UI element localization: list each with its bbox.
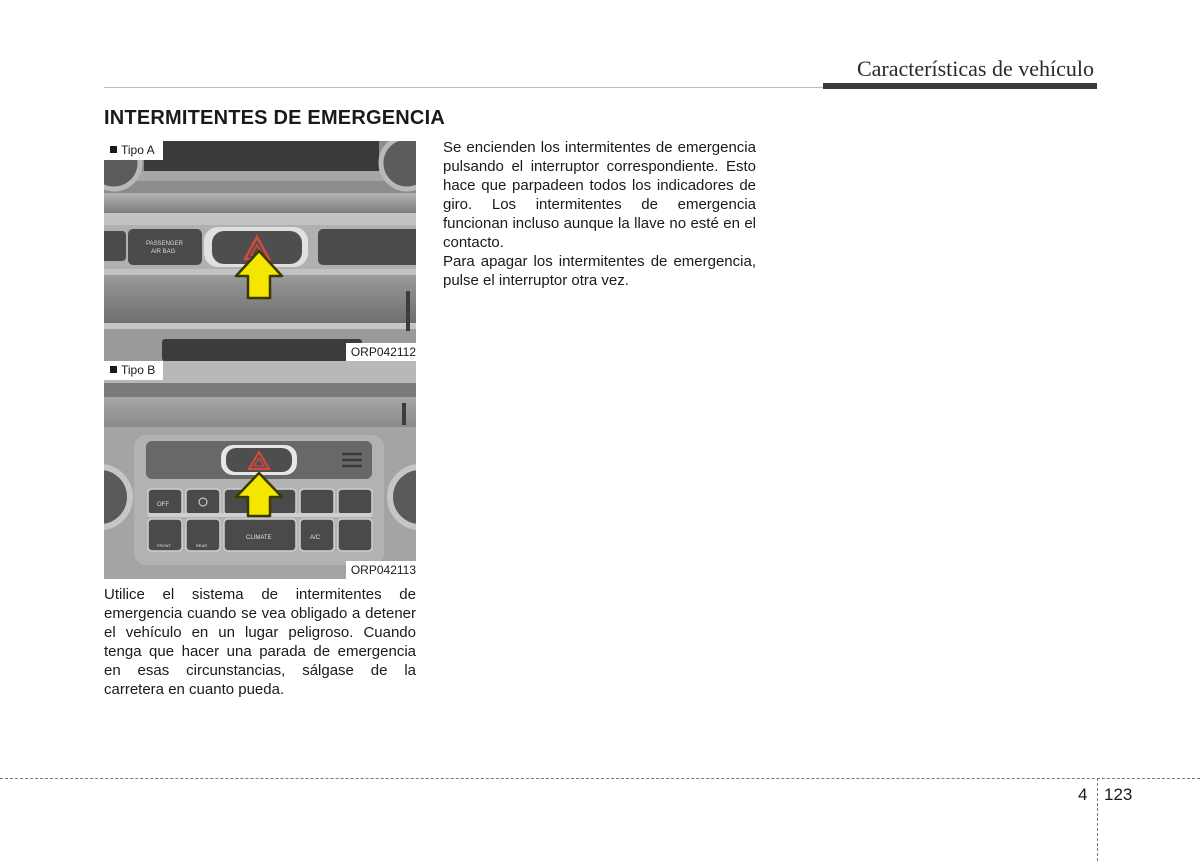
section-title: INTERMITENTES DE EMERGENCIA xyxy=(104,107,445,129)
airbag-text-line1: PASSENGER xyxy=(146,241,183,247)
climate-button-label: CLIMATE xyxy=(246,535,272,541)
rear-button-label: REAR xyxy=(196,543,208,548)
right-paragraph-2: Para apagar los intermitentes de emergencia, pulse el interruptor otra vez. xyxy=(443,253,756,289)
right-paragraph-1: Se encienden los intermitentes de emergencia pulsando el interruptor correspondiente. Esto hace que parpadeen todos los indicadores de giro. Los intermitentes de emergencia funcionan incluso aunque la llave no esté en el contacto. xyxy=(443,139,756,251)
footer-vertical-rule xyxy=(1097,778,1098,861)
dashboard-illustration-a xyxy=(104,141,416,361)
right-column-text xyxy=(443,138,756,290)
front-button-label: FRONT xyxy=(157,543,171,548)
page-header-title: Características de vehículo xyxy=(856,56,1094,81)
type-a-label-text: Tipo A xyxy=(121,143,155,157)
header-rule xyxy=(823,83,1097,89)
square-bullet-icon xyxy=(110,146,117,153)
off-button-label: OFF xyxy=(157,502,169,508)
footer-dashed-rule xyxy=(0,778,1200,779)
type-a-label xyxy=(104,141,163,160)
type-b-label xyxy=(104,361,163,380)
chapter-number: 4 xyxy=(1078,785,1088,804)
figure-a-code: ORP042112 xyxy=(346,343,416,361)
figure-type-a xyxy=(104,141,416,361)
figure-type-b xyxy=(104,361,416,579)
type-b-label-text: Tipo B xyxy=(121,363,156,377)
figure-b-code: ORP042113 xyxy=(346,561,416,579)
left-column-text xyxy=(104,585,416,699)
dashboard-illustration-b xyxy=(104,361,416,579)
page-number: 123 xyxy=(1104,785,1133,804)
left-paragraph: Utilice el sistema de intermitentes de emergencia cuando se vea obligado a detener el vehículo en un lugar peligroso. Cuando tenga que hacer una parada de emergencia en esas circunstancias, sálgase de la carretera en cuanto pueda. xyxy=(104,586,416,698)
airbag-text-line2: AIR BAG xyxy=(151,249,176,255)
square-bullet-icon xyxy=(110,366,117,373)
ac-button-label: A/C xyxy=(310,535,321,541)
